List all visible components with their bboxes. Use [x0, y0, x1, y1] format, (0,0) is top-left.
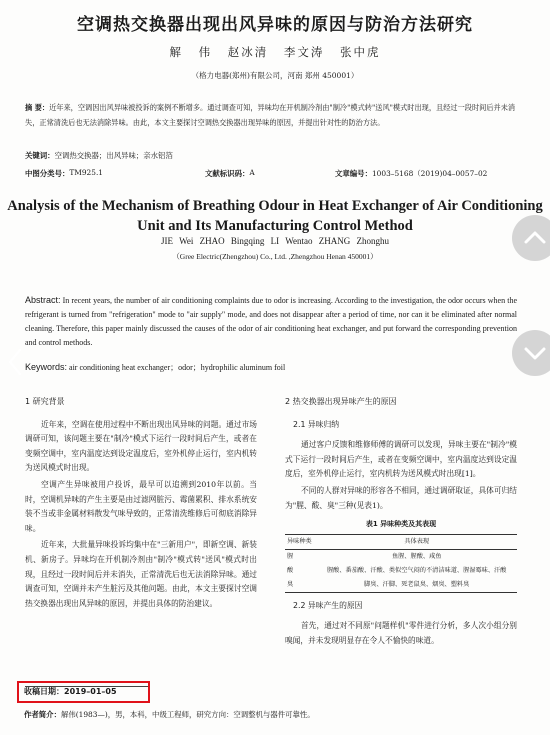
abstract-en: [25, 293, 517, 350]
table-cell: 酸: [287, 566, 294, 574]
abstract-text-cn: 近年来，空调因出风异味被投诉的案例不断增多。通过调查可知，异味均在开机制冷剂由"制冷"模式转"送风"模式时出现，且经过一段时间后并未消失，正常清洗后也无法消除异味。由此，本文主要探讨空调热交换器出现异味的原因，并提出针对性的防治方法。: [25, 103, 516, 127]
affiliation-en: （Gree Electric(Zhengzhou) Co., Ltd. ,Zhengzhou Henan 450001）: [172, 252, 378, 261]
abstract-cn: [25, 100, 517, 130]
abstract-label-cn: 摘 要：: [25, 103, 50, 112]
odor-table: [285, 534, 517, 593]
received-date-label: 收稿日期：: [24, 687, 64, 696]
article-number: 文章编号： 1003–5168（2019)04–0057–02: [335, 169, 488, 178]
authors-cn: 解 伟 赵冰清 李文涛 张中虎: [169, 45, 381, 59]
paragraph: 近年来，空调在使用过程中不断出现出风异味的问题。通过市场调研可知，该问题主要在"制冷"模式下运行一段时间后产生，或者在变频空调中，室内温度达到设定温度后，室外机停止运行，室内机转为送风模式时出现。: [25, 419, 257, 473]
keywords-cn: [25, 150, 517, 161]
back-button[interactable]: [8, 348, 22, 380]
table-row: [285, 549, 517, 564]
table-row: [285, 578, 517, 593]
left-column: [25, 395, 257, 611]
received-date-value: 2019–01–05: [64, 687, 117, 696]
table-header-row: [285, 534, 517, 549]
table-header-cell: 具体表现: [316, 534, 517, 549]
table-cell: 臭: [287, 580, 294, 588]
paragraph: 近年来，大批量异味投诉均集中在"三新用户"，即新空调、新装机、新房子。异味均在开机制冷剂由"制冷"模式转"送风"模式时出现，且经过一段时间后并未消失，正常清洗后也无法消除异味。通过调查可知，空调并未产生脏污及其他问题。由此，本文主要探讨空调热交换器出现出风异味的原因，并提出具体的防治建议。: [25, 540, 257, 608]
abstract-label-en: Abstract:: [25, 295, 61, 305]
document-code: 文献标识码： A: [205, 168, 255, 178]
paper-title-en: Analysis of the Mechanism of Breathing Odour in Heat Exchanger of Air Conditioning Unit and Its Manufacturing Control Method: [7, 198, 543, 234]
keywords-label-en: Keywords:: [25, 362, 68, 372]
affiliation-cn: （格力电器(郑州)有限公司，河南 郑州 450001）: [191, 71, 359, 80]
clc-number: 中图分类号： TM925.1: [25, 168, 104, 178]
table-header-cell: 异味种类: [285, 534, 316, 549]
table-cell: 脚臭、汗脚、死老鼠臭、烟臭、塑料臭: [364, 580, 470, 588]
authors-en: JIE Wei ZHAO Bingqing LI Wentao ZHANG Zhonghu: [161, 236, 389, 246]
subsection-heading-2-1: 2.1 异味归纳: [293, 419, 340, 429]
subsection-heading-2-2: 2.2 异味产生的原因: [293, 600, 363, 610]
paragraph: 通过客户反馈和维修师傅的调研可以发现，异味主要在"制冷"模式下运行一段时间后产生，或者在变频空调中，室内温度达到设定温度后，室外机停止运行，室内机转为送风模式时出现[1]。: [285, 440, 517, 479]
table-row: [285, 564, 517, 578]
keywords-text-cn: 空调热交换器；出风异味；亲水铝箔: [54, 151, 173, 160]
table-caption: 表1 异味种类及其表现: [365, 520, 437, 529]
paper-title-cn: 空调热交换器出现出风异味的原因与防治方法研究: [77, 15, 473, 35]
received-date: [24, 686, 117, 697]
right-column: [285, 395, 517, 649]
chevron-left-icon: [8, 348, 22, 376]
next-page-button[interactable]: [512, 330, 550, 376]
keywords-en: [25, 362, 517, 373]
chevron-up-icon: [523, 226, 547, 250]
paragraph: 不同的人群对异味的形容各不相同，通过调研取证，具体可归结为"腥、酸、臭"三种(见表1)。: [285, 485, 517, 510]
prev-page-button[interactable]: [512, 215, 550, 261]
section-heading-1: 1 研究背景: [25, 397, 65, 406]
table-cell: 腥酸、番茄酸、汗酸、类似空气闷的不清洁味道、腥湿霉味、汗酸: [326, 566, 507, 574]
table-cell: 鱼腥、腥酸、咸鱼: [391, 552, 442, 560]
chevron-down-icon: [523, 341, 547, 365]
abstract-text-en: In recent years, the number of air conditioning complaints due to odor is increasing. According to the investigation, the odor occurs when the refrigerant is turned from "refrigeration" mode to "air supply" mode, and does not disappear after a period of time, nor can it be eliminated after normal cleaning. Therefore, this paper mainly discussed the causes of the odor of air conditioning heat exchanger, and put forward the corresponding prevention and control methods.: [25, 296, 517, 347]
author-bio: [24, 709, 315, 720]
keywords-text-en: air conditioning heat exchanger；odor；hydrophilic aluminum foil: [67, 363, 286, 372]
table-cell: 腥: [287, 552, 294, 560]
keywords-label-cn: 关键词：: [25, 151, 55, 160]
paragraph: 首先，通过对不同原"问题样机"零件进行分析，多人次小组分别嗅闻，并未发现明显存在令人不愉快的味道。: [285, 621, 517, 645]
paragraph: 空调产生异味被用户投诉，最早可以追溯到2010年以前。当时，空调机异味的产生主要是由过滤网脏污、霉菌累积、排水系统安装不当或非金属材料散发气味导致的，正常清洗维修后可彻底消除异味。: [25, 479, 257, 533]
author-bio-label: 作者简介：: [24, 710, 61, 719]
section-heading-2: 2 热交换器出现异味产生的原因: [285, 397, 397, 406]
author-bio-text: 解伟(1983—)，男，本科，中级工程师，研究方向：空调整机与器件可靠性。: [60, 710, 315, 719]
